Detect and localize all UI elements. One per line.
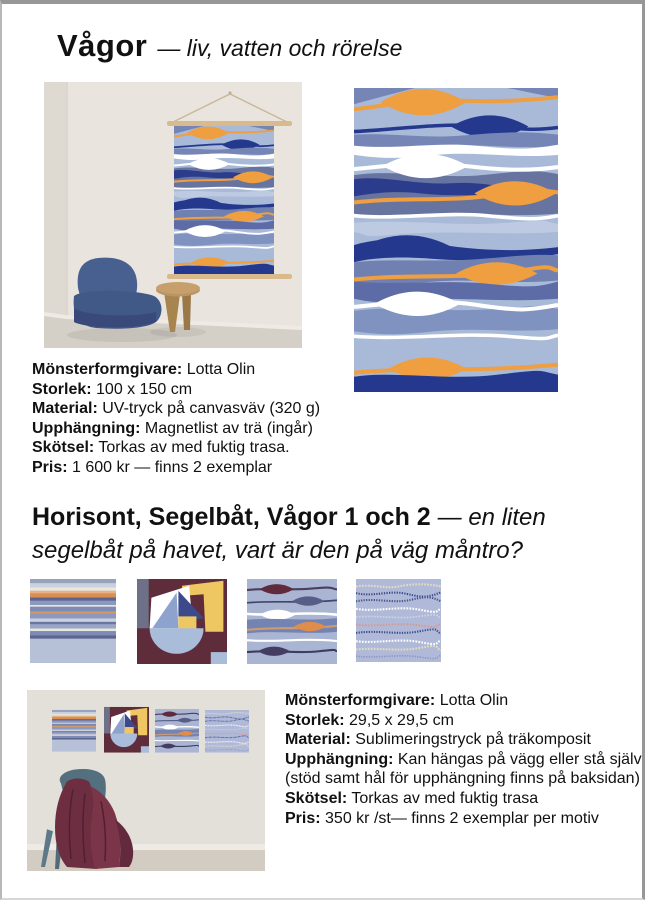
- detail-value: Kan hängas på vägg eller stå själv (stöd samt hål för upphängning finns på baksidan): [285, 750, 642, 788]
- detail-value: Lotta Olin: [182, 361, 256, 378]
- detail-row: [32, 419, 374, 439]
- vagor-canvas-print: [174, 126, 274, 274]
- detail-label: Skötsel:: [285, 789, 348, 807]
- page-title: Vågor: [57, 28, 148, 63]
- detail-row: [32, 399, 374, 419]
- detail-row: [32, 438, 374, 458]
- detail-row: [32, 458, 374, 478]
- detail-label: Mönsterformgivare:: [32, 361, 183, 378]
- detail-value: Torkas av med fuktig trasa: [347, 789, 539, 807]
- detail-value: Torkas av med fuktig trasa.: [94, 439, 290, 457]
- product-details-vagor: [32, 360, 374, 478]
- section2-header: [32, 501, 606, 567]
- thumbnail-vagor-1: [247, 579, 337, 664]
- detail-value: 1 600 kr — finns 2 exemplar: [67, 458, 273, 476]
- detail-row: [285, 750, 643, 789]
- detail-value: 350 kr /st— finns 2 exemplar per motiv: [320, 809, 599, 827]
- detail-value: Lotta Olin: [435, 692, 509, 709]
- detail-label: Skötsel:: [32, 439, 95, 457]
- section2-subtitle: — en liten segelbåt på havet, vart är den på väg måntro?: [32, 504, 546, 564]
- detail-value: 100 x 150 cm: [91, 380, 193, 398]
- bottom-wood-rail: [167, 274, 292, 279]
- detail-label: Material:: [285, 731, 351, 749]
- detail-value: UV-tryck på canvasväv (320 g): [97, 400, 321, 418]
- detail-row: [285, 691, 643, 711]
- detail-row: [32, 380, 374, 400]
- thumbnail-segelbat: [137, 579, 227, 664]
- detail-row: [285, 730, 643, 750]
- room-photo-illustration: [44, 82, 302, 348]
- detail-value: Sublimeringstryck på träkomposit: [350, 731, 591, 749]
- detail-value: Magnetlist av trä (ingår): [140, 419, 313, 437]
- detail-row: [285, 809, 643, 829]
- room-photo-four-prints: [27, 690, 265, 871]
- top-wood-rail: [167, 121, 292, 126]
- section1-header: [57, 28, 402, 64]
- page-subtitle: — liv, vatten och rörelse: [157, 35, 403, 61]
- vagor-pattern-image: [354, 88, 558, 392]
- detail-label: Upphängning:: [32, 419, 141, 437]
- room-photo-prints-illustration: [27, 690, 265, 871]
- thumbnail-vagor-2: [356, 579, 441, 662]
- vagor-pattern-closeup: [354, 88, 558, 392]
- detail-row: [32, 360, 374, 380]
- detail-label: Pris:: [32, 458, 68, 476]
- detail-row: [285, 711, 643, 731]
- detail-label: Upphängning:: [285, 750, 394, 768]
- detail-label: Storlek:: [32, 380, 92, 398]
- detail-label: Mönsterformgivare:: [285, 692, 436, 709]
- detail-row: [285, 789, 643, 809]
- room-photo-wall-hanging: [44, 82, 302, 348]
- detail-label: Material:: [32, 400, 98, 418]
- detail-label: Pris:: [285, 809, 321, 827]
- thumbnail-horisont: [30, 579, 116, 663]
- detail-label: Storlek:: [285, 711, 345, 729]
- product-details-small-prints: [285, 691, 643, 828]
- section2-title: Horisont, Segelbåt, Vågor 1 och 2: [32, 503, 431, 531]
- detail-value: 29,5 x 29,5 cm: [344, 711, 454, 729]
